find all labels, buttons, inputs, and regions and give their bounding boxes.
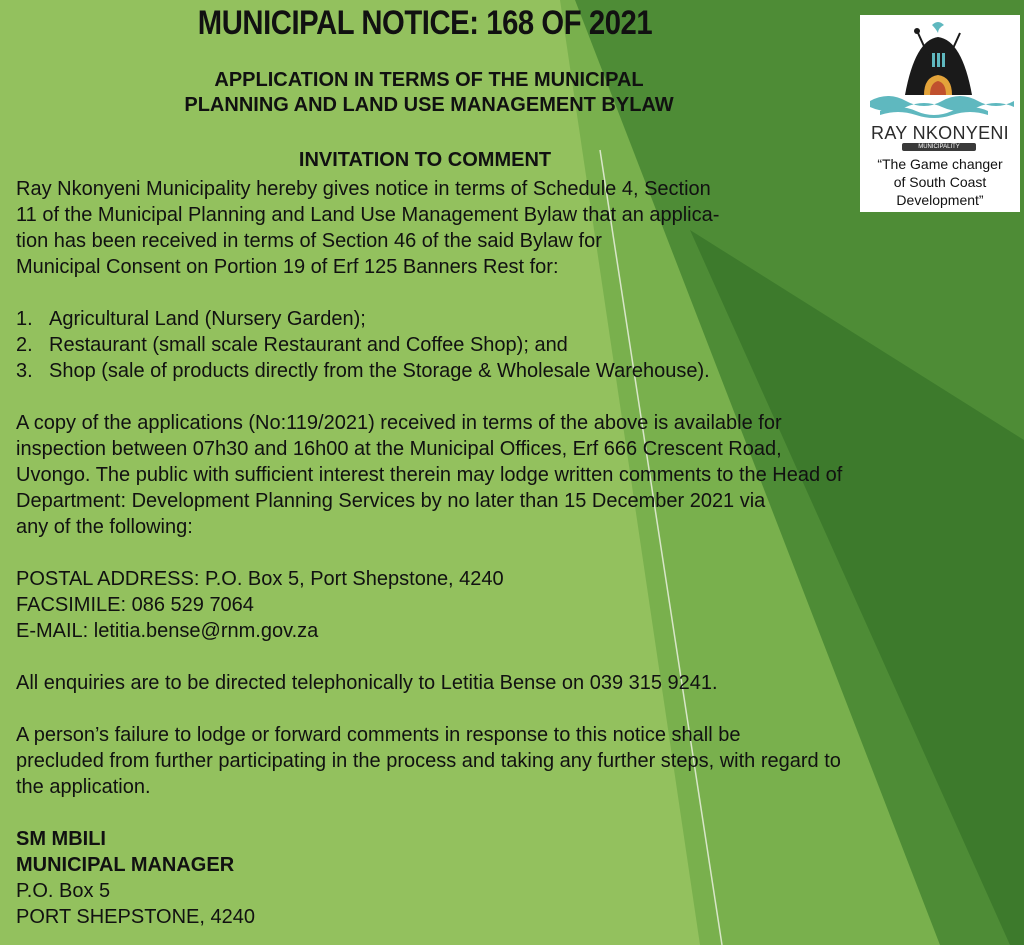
copy-line: Department: Development Planning Services by no later than 15 December 2021 via [16, 490, 766, 512]
municipality-logo [860, 15, 1020, 212]
signature-block [16, 826, 1006, 930]
intro-line: Municipal Consent on Portion 19 of Erf 125 Banners Rest for: [16, 256, 559, 278]
copy-line: inspection between 07h30 and 16h00 at the Municipal Offices, Erf 666 Crescent Road, [16, 438, 782, 460]
logo-subtitle: MUNICIPALITY [902, 143, 976, 151]
list-text: Shop (sale of products directly from the Storage & Wholesale Warehouse). [49, 360, 710, 382]
facsimile: FACSIMILE: 086 529 7064 [16, 594, 254, 616]
failure-paragraph [16, 722, 1006, 800]
signature-address-line: P.O. Box 5 [16, 880, 111, 902]
subtitle-line: APPLICATION IN TERMS OF THE MUNICIPAL [214, 69, 644, 91]
failure-line: precluded from further participating in the process and taking any further steps, with regard to [16, 750, 841, 772]
intro-line: tion has been received in terms of Section 46 of the said Bylaw for [16, 230, 602, 252]
intro-line: Ray Nkonyeni Municipality hereby gives notice in terms of Schedule 4, Section [16, 178, 711, 200]
list-item [16, 306, 1006, 332]
list-text: Restaurant (small scale Restaurant and Coffee Shop); and [49, 334, 568, 356]
copy-paragraph [16, 410, 1006, 540]
intro-paragraph [16, 176, 1006, 280]
list-number: 1. [16, 308, 33, 330]
list-item [16, 358, 1006, 384]
notice-body [16, 176, 1006, 930]
list-item [16, 332, 1006, 358]
copy-line: any of the following: [16, 516, 193, 538]
email-address: E-MAIL: letitia.bense@rnm.gov.za [16, 620, 319, 642]
notice-subtitle [0, 68, 858, 118]
contact-block [16, 566, 1006, 644]
uses-list [16, 306, 1006, 384]
enquiries-paragraph [16, 670, 1006, 696]
logo-emblem-icon [860, 15, 1020, 125]
list-number: 3. [16, 360, 33, 382]
signatory-position: MUNICIPAL MANAGER [16, 854, 235, 876]
copy-line: Uvongo. The public with sufficient interest therein may lodge written comments to the Head of [16, 464, 843, 486]
copy-line: A copy of the applications (No:119/2021) received in terms of the above is available for [16, 412, 782, 434]
list-number: 2. [16, 334, 33, 356]
tagline-line: of South Coast [893, 174, 987, 190]
enquiries-line: All enquiries are to be directed telephonically to Letitia Bense on 039 315 9241. [16, 672, 718, 694]
intro-line: 11 of the Municipal Planning and Land Use Management Bylaw that an applica- [16, 204, 720, 226]
logo-tagline [860, 155, 1020, 209]
list-text: Agricultural Land (Nursery Garden); [49, 308, 366, 330]
signatory-name: SM MBILI [16, 828, 106, 850]
subtitle-line: PLANNING AND LAND USE MANAGEMENT BYLAW [184, 94, 674, 116]
tagline-line: “The Game changer [877, 156, 1003, 172]
failure-line: A person’s failure to lodge or forward comments in response to this notice shall be [16, 724, 741, 746]
tagline-line: Development” [896, 192, 984, 208]
invitation-heading: INVITATION TO COMMENT [298, 149, 552, 171]
failure-line: the application. [16, 776, 151, 798]
signature-address-line: PORT SHEPSTONE, 4240 [16, 906, 255, 928]
notice-title: MUNICIPAL NOTICE: 168 OF 2021 [197, 4, 653, 42]
logo-name: RAY NKONYENI [871, 123, 1009, 143]
postal-address: POSTAL ADDRESS: P.O. Box 5, Port Shepstone, 4240 [16, 568, 504, 590]
